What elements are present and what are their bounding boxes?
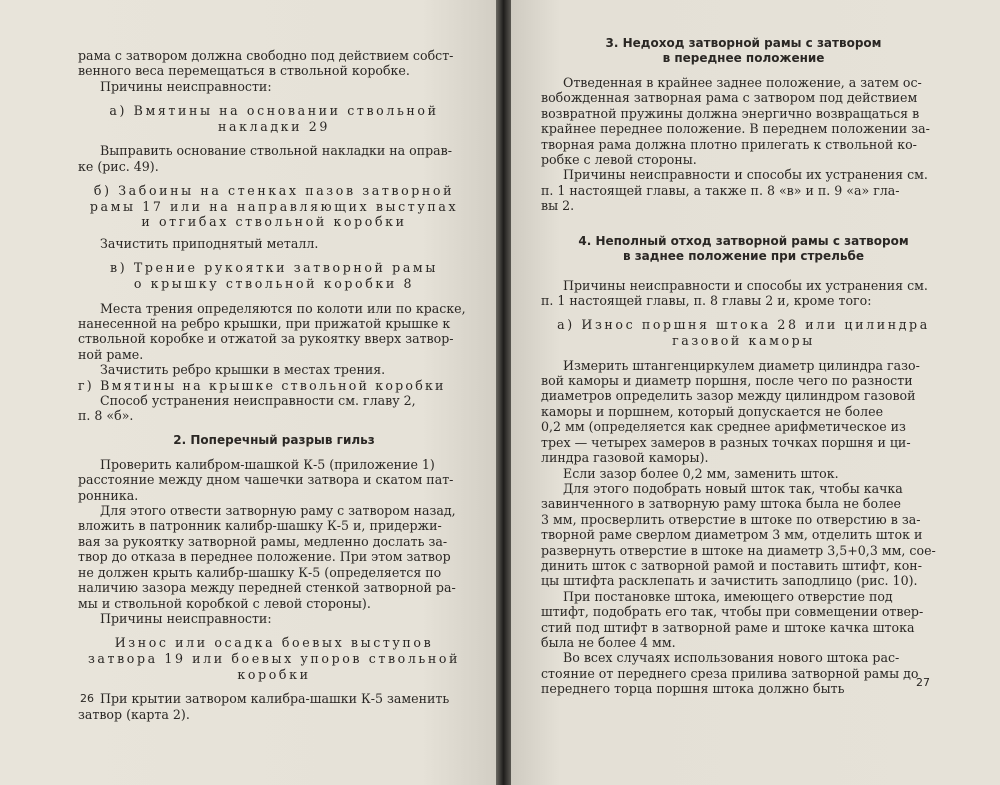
- text-line: Во всех случаях использования нового штока рас-: [563, 650, 900, 666]
- text-line: затвор (карта 2).: [78, 706, 190, 722]
- text-line: вая за рукоятку затворной рамы, медленно дослать за-: [78, 533, 448, 549]
- spaced-subheading: о крышку ствольной коробки 8: [133, 276, 415, 291]
- section-heading: 4. Неполный отход затворной рамы с затвором: [578, 233, 909, 248]
- text-line: завинченного в затворную раму штока была не более: [541, 496, 901, 512]
- text-line: вложить в патронник калибр-шашку К-5 и, придержи-: [78, 518, 442, 534]
- spaced-subheading: а) Износ поршня штока 28 или цилиндра: [557, 317, 930, 333]
- text-line: Для этого отвести затворную раму с затвором назад,: [100, 503, 456, 519]
- text-line: Причины неисправности и способы их устранения см.: [563, 167, 928, 183]
- page-number: 27: [916, 676, 930, 689]
- left-page: [0, 0, 496, 785]
- text-line: стий под штифт в затворной раме и штоке качка штока: [541, 619, 915, 635]
- spaced-subheading: рамы 17 или на направляющих выступах: [89, 198, 459, 214]
- text-line: Способ устранения неисправности см. главу 2,: [100, 393, 416, 409]
- text-line: венного веса перемещаться в ствольной коробке.: [78, 63, 410, 79]
- text-line: робке с левой стороны.: [541, 152, 697, 168]
- text-line: наличию зазора между передней стенкой затворной ра-: [78, 580, 456, 596]
- text-line: диаметров определить зазор между цилиндром газовой: [541, 388, 916, 404]
- text-line: линдра газовой каморы).: [541, 450, 709, 466]
- text-line: творная рама должна плотно прилегать к ствольной ко-: [541, 136, 917, 152]
- text-line: ке (рис. 49).: [78, 158, 159, 174]
- spaced-subheading: Износ или осадка боевых выступов: [114, 635, 434, 651]
- text-line: развернуть отверстие в штоке на диаметр 3,5+0,3 мм, сое-: [541, 542, 936, 558]
- section-heading: 3. Недоход затворной рамы с затвором: [605, 36, 882, 50]
- text-line: крайнее переднее положение. В переднем положении за-: [541, 121, 930, 137]
- text-line: штифт, подобрать его так, чтобы при совмещении отвер-: [541, 604, 924, 620]
- text-line: г) Вмятины на крышке ствольной коробки: [78, 377, 446, 393]
- spaced-subheading: накладки 29: [218, 118, 330, 134]
- text-line: переднего торца поршня штока должно быть: [541, 681, 845, 697]
- section-heading: 2. Поперечный разрыв гильз: [173, 432, 375, 447]
- text-line: При крытии затвором калибра-шашки К-5 заменить: [100, 691, 450, 707]
- text-line: рама с затвором должна свободно под действием собст-: [78, 48, 454, 63]
- text-line: Зачистить ребро крышки в местах трения.: [100, 362, 386, 378]
- text-line: Зачистить приподнятый металл.: [100, 236, 319, 251]
- text-line: трех — четырех замеров в разных точках поршня и ци-: [541, 434, 911, 450]
- book-gutter: [496, 0, 511, 785]
- right-page: [511, 0, 1000, 785]
- text-line: Для этого подобрать новый шток так, чтобы качка: [563, 480, 903, 496]
- text-line: Причины неисправности:: [100, 78, 272, 94]
- text-line: Выправить основание ствольной накладки на оправ-: [100, 143, 453, 159]
- spaced-subheading: коробки: [237, 666, 311, 682]
- right-text-column: [541, 36, 946, 697]
- text-line: Измерить штангенциркулем диаметр цилиндра газо-: [563, 357, 920, 373]
- text-line: ствольной коробке и отжатой за рукоятку вверх затвор-: [78, 331, 454, 347]
- page-number: 26: [80, 692, 94, 705]
- spaced-subheading: а) Вмятины на основании ствольной: [109, 103, 439, 119]
- text-line: Причины неисправности:: [100, 610, 272, 626]
- text-line: Места трения определяются по колоти или по краске,: [100, 300, 466, 316]
- text-line: 0,2 мм (определяется как среднее арифметическое из: [541, 419, 906, 435]
- text-line: каморы и поршнем, который допускается не более: [541, 403, 884, 419]
- text-line: п. 1 настоящей главы, п. 8 главы 2 и, кроме того:: [541, 293, 872, 309]
- text-line: вобожденная затворная рама с затвором под действием: [541, 90, 918, 106]
- text-line: вой каморы и диаметр поршня, после чего по разности: [541, 373, 913, 389]
- section-heading: в переднее положение: [662, 51, 825, 65]
- text-line: Если зазор более 0,2 мм, заменить шток.: [563, 465, 839, 481]
- text-line: стояние от переднего среза прилива затворной рамы до: [541, 665, 919, 681]
- text-line: При постановке штока, имеющего отверстие под: [563, 588, 893, 604]
- left-text-column: [78, 48, 470, 722]
- text-line: 3 мм, просверлить отверстие в штоке по отверстию в за-: [541, 511, 921, 527]
- spaced-subheading: газовой каморы: [672, 333, 815, 349]
- spaced-subheading: б) Забоины на стенках пазов затворной: [93, 183, 455, 199]
- text-line: вы 2.: [541, 198, 575, 214]
- text-line: Отведенная в крайнее заднее положение, а затем ос-: [563, 75, 922, 90]
- spaced-subheading: в) Трение рукоятки затворной рамы: [110, 260, 438, 276]
- text-line: нанесенной на ребро крышки, при прижатой крышке к: [78, 316, 451, 331]
- text-line: п. 1 настоящей главы, а также п. 8 «в» и п. 9 «а» гла-: [541, 182, 900, 198]
- text-line: мы и ствольной коробкой с левой стороны).: [78, 595, 371, 611]
- spaced-subheading: затвора 19 или боевых упоров ствольной: [87, 650, 461, 666]
- text-line: не должен крыть калибр-шашку К-5 (определяется по: [78, 564, 442, 580]
- text-line: творной раме сверлом диаметром 3 мм, отделить шток и: [541, 527, 923, 543]
- text-line: цы штифта расклепать и зачистить заподлицо (рис. 10).: [541, 573, 918, 589]
- spaced-subheading: и отгибах ствольной коробки: [141, 214, 407, 230]
- text-line: ной раме.: [78, 346, 144, 362]
- text-line: п. 8 «б».: [78, 408, 134, 424]
- section-heading: в заднее положение при стрельбе: [622, 248, 865, 263]
- text-line: возвратной пружины должна энергично возвращаться в: [541, 105, 920, 121]
- text-line: твор до отказа в переднее положение. При этом затвор: [78, 549, 451, 565]
- text-line: динить шток с затворной рамой и поставить штифт, кон-: [541, 557, 922, 573]
- text-line: Проверить калибром-шашкой К-5 (приложение 1): [100, 456, 435, 472]
- text-line: расстояние между дном чашечки затвора и скатом пат-: [78, 472, 454, 488]
- text-line: Причины неисправности и способы их устранения см.: [563, 277, 928, 293]
- text-line: была не более 4 мм.: [541, 634, 676, 650]
- text-line: ронника.: [78, 487, 139, 503]
